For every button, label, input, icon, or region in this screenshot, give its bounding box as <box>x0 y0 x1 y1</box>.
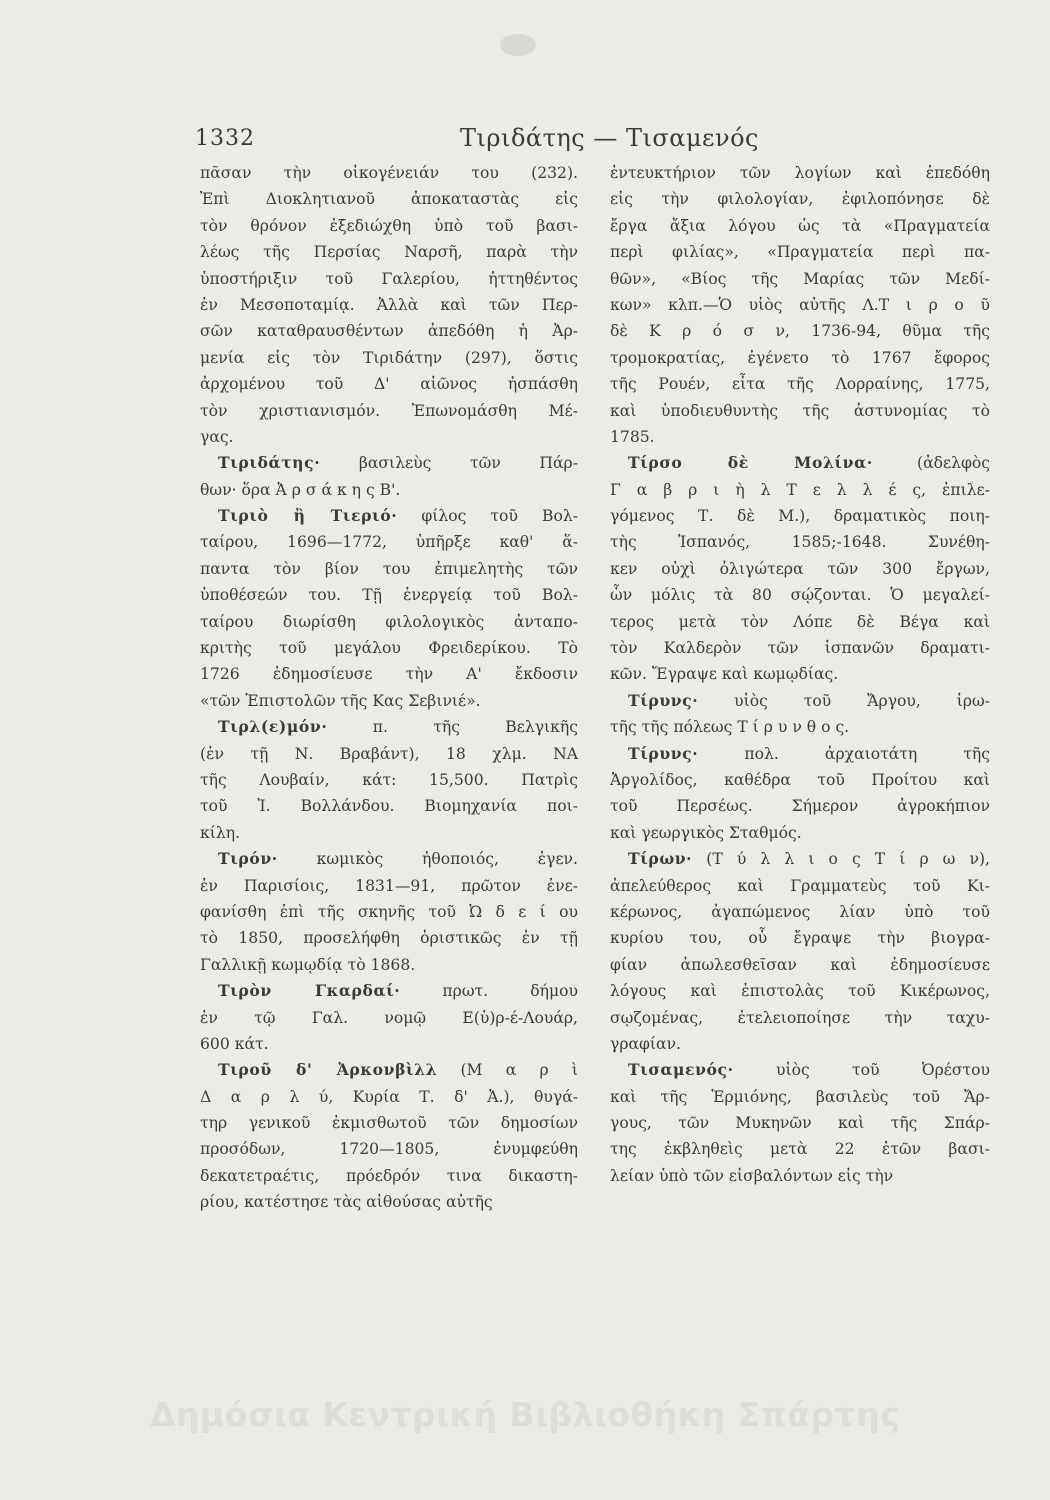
line-text: ταίρου, 1696—1772, ὑπῆρξε καθ' ἅ- <box>200 533 578 552</box>
text-line <box>610 556 990 582</box>
entry-headword: Τιριδάτης· <box>218 453 321 473</box>
text-line <box>610 846 990 872</box>
line-text: ἀρχομένου τοῦ Δ' αἰῶνος ἠσπάσθη <box>200 375 578 394</box>
text-line <box>200 1005 578 1031</box>
line-text: Δ α ρ λ ύ, Κυρία Τ. δ' Ἀ.), θυγά- <box>200 1087 578 1106</box>
text-line <box>610 1031 990 1057</box>
text-line <box>610 978 990 1004</box>
text-line <box>610 450 990 476</box>
text-line <box>200 741 578 767</box>
text-line <box>610 160 990 186</box>
text-line <box>200 661 578 687</box>
line-text: κίλη. <box>200 823 241 842</box>
text-line <box>200 529 578 555</box>
text-line <box>200 1163 578 1189</box>
text-line <box>610 661 990 687</box>
line-text: τῆς Ρουέν, εἶτα τῆς Λορραίνης, 1775, <box>610 375 990 394</box>
left-text-column <box>200 160 578 1216</box>
text-line <box>200 503 578 529</box>
line-text: κριτὴς τοῦ μεγάλου Φρειδερίκου. Τὸ <box>200 639 578 658</box>
line-text: τηρ γενικοῦ ἐκμισθωτοῦ τῶν δημοσίων <box>200 1114 578 1133</box>
text-line <box>200 688 578 714</box>
text-line <box>200 1084 578 1110</box>
paper-stain <box>500 34 536 56</box>
line-text: υἱὸς τοῦ Ὀρέστου <box>733 1061 990 1080</box>
line-text: ὑποστήριξιν τοῦ Γαλερίου, ἡττηθέντος <box>200 269 578 288</box>
text-line <box>610 239 990 265</box>
text-line <box>200 925 578 951</box>
text-line <box>610 688 990 714</box>
line-text: ὑποθέσεών του. Τῇ ἐνεργείᾳ τοῦ Βολ- <box>200 586 578 605</box>
text-line <box>200 318 578 344</box>
text-line <box>200 1110 578 1136</box>
line-text: λείαν ὑπὸ τῶν εἰσβαλόντων εἰς τὴν <box>610 1166 894 1185</box>
text-line <box>200 873 578 899</box>
line-text: γραφίαν. <box>610 1034 682 1053</box>
text-line <box>610 1084 990 1110</box>
line-text: τοῦ Ἰ. Βολλάνδου. Βιομηχανία ποι- <box>200 797 578 816</box>
line-text: τὸν χριστιανισμόν. Ἐπωνομάσθη Μέ- <box>200 401 578 420</box>
line-text: βασιλεὺς τῶν Πάρ- <box>320 454 578 473</box>
line-text: καὶ ὑποδιευθυντὴς τῆς ἀστυνομίας τὸ <box>610 401 990 420</box>
text-line <box>200 345 578 371</box>
line-text: γους, τῶν Μυκηνῶν καὶ τῆς Σπάρ- <box>610 1114 990 1133</box>
entry-headword: Τιρὸν Γκαρδαί· <box>218 981 401 1001</box>
line-text: ὧν μόλις τὰ 80 σῴζονται. Ὁ μεγαλεί- <box>610 586 990 605</box>
entry-headword: Τίρυνς· <box>628 690 699 710</box>
line-text: κωμικὸς ἠθοποιός, ἐγεν. <box>277 850 578 869</box>
line-text: θων· ὅρα Ἀ ρ σ ά κ η ς Β'. <box>200 480 401 499</box>
library-watermark: Δημόσια Κεντρική Βιβλιοθήκη Σπάρτης <box>149 1395 901 1434</box>
text-line <box>200 424 578 450</box>
text-line <box>200 714 578 740</box>
text-line <box>610 292 990 318</box>
line-text: μενία εἰς τὸν Τιριδάτην (297), ὅστις <box>200 348 578 367</box>
line-text: πᾶσαν τὴν οἰκογένειάν του (232). <box>200 164 578 182</box>
line-text: φίαν ἀπωλεσθεῖσαν καὶ ἐδημοσίευσε <box>610 955 990 974</box>
entry-headword: Τισαμενός· <box>628 1060 734 1080</box>
line-text: φίλος τοῦ Βολ- <box>397 507 578 526</box>
line-text: κέρωνος, ἀγαπώμενος λίαν ὑπὸ τοῦ <box>610 902 990 921</box>
text-line <box>610 529 990 555</box>
line-text: «τῶν Ἐπιστολῶν τῆς Κας Σεβινιέ». <box>200 691 481 710</box>
text-line <box>610 213 990 239</box>
text-line <box>610 1163 990 1189</box>
text-line <box>610 952 990 978</box>
line-text: ταίρου διωρίσθη φιλολογικὸς ἀνταπο- <box>200 612 578 631</box>
text-line <box>610 582 990 608</box>
text-line <box>200 1136 578 1162</box>
entry-headword: Τιριὸ ἢ Τιεριό· <box>218 506 398 526</box>
line-text: πολ. ἀρχαιοτάτη τῆς <box>698 744 990 763</box>
text-line <box>610 767 990 793</box>
text-line <box>200 1057 578 1083</box>
line-text: τὸν θρόνον ἐξεδιώχθη ὑπὸ τοῦ βασι- <box>200 216 578 235</box>
line-text: προσόδων, 1720—1805, ἐνυμφεύθη <box>200 1140 578 1159</box>
text-line <box>200 239 578 265</box>
text-line <box>200 160 578 186</box>
text-line <box>200 846 578 872</box>
line-text: ἐν Μεσοποταμίᾳ. Ἀλλὰ καὶ τῶν Περ- <box>200 295 578 314</box>
entry-headword: Τιρόν· <box>218 849 278 869</box>
line-text: ἐν τῷ Γαλ. νομῷ Ε(ὑ)ρ-έ-Λουάρ, <box>200 1008 578 1027</box>
entry-headword: Τίρσο δὲ Μολίνα· <box>628 453 873 473</box>
line-text: Γ α β ρ ι ὴ λ Τ ε λ λ έ ς, ἐπιλε- <box>610 480 990 499</box>
line-text: τὸν Καλδερὸν τῶν ἱσπανῶν δραματι- <box>610 639 990 658</box>
text-line <box>610 424 990 450</box>
text-line <box>610 503 990 529</box>
line-text: γόμενος Τ. δὲ Μ.), δραματικὸς ποιη- <box>610 507 990 526</box>
line-text: τοῦ Περσέως. Σήμερον ἀγροκήπιον <box>610 797 990 816</box>
text-line <box>610 186 990 212</box>
line-text: Ἀργολίδος, καθέδρα τοῦ Προίτου καὶ <box>610 770 990 789</box>
line-text: δεκατετραέτις, πρόεδρόν τινα δικαστη- <box>200 1166 578 1185</box>
line-text: ἀπελεύθερος καὶ Γραμματεὺς τοῦ Κι- <box>610 876 990 895</box>
text-line <box>200 398 578 424</box>
text-line <box>200 477 578 503</box>
line-text: λέως τῆς Περσίας Ναρσῆ, παρὰ τὴν <box>200 243 578 262</box>
line-text: ἐν Παρισίοις, 1831—91, πρῶτον ἐνε- <box>200 876 578 895</box>
entry-headword: Τίρυνς· <box>628 743 699 763</box>
line-text: λόγους καὶ ἐπιστολὰς τοῦ Κικέρωνος, <box>610 982 990 1001</box>
line-text: τρομοκρατίας, ἐγένετο τὸ 1767 ἔφορος <box>610 348 990 367</box>
right-text-column <box>610 160 990 1189</box>
line-text: τῆς Λουβαίν, κάτ: 15,500. Πατρὶς <box>200 770 578 789</box>
line-text: καὶ γεωργικὸς Σταθμός. <box>610 823 802 842</box>
text-line <box>200 820 578 846</box>
text-line <box>610 266 990 292</box>
line-text: της ἐκβληθεὶς μετὰ 22 ἐτῶν βασι- <box>610 1140 990 1159</box>
line-text: ρίου, κατέστησε τὰς αἰθούσας αὐτῆς <box>200 1193 493 1212</box>
line-text: παντα τὸν βίον του ἐπιμελητὴς τῶν <box>200 559 578 578</box>
text-line <box>200 450 578 476</box>
text-line <box>200 609 578 635</box>
text-line <box>610 1110 990 1136</box>
text-line <box>610 371 990 397</box>
line-text: δὲ Κ ρ ό σ ν, 1736-94, θῦμα τῆς <box>610 322 990 341</box>
line-text: (Μ α ρ ὶ <box>437 1061 578 1080</box>
line-text: Ἐπὶ Διοκλητιανοῦ ἀποκαταστὰς εἰς <box>200 190 578 209</box>
line-text: θῶν», «Βίος τῆς Μαρίας τῶν Μεδί- <box>610 269 990 288</box>
line-text: φανίσθη ἐπὶ τῆς σκηνῆς τοῦ Ὠ δ ε ί ου <box>200 902 578 921</box>
text-line <box>610 714 990 740</box>
line-text: 600 κάτ. <box>200 1034 269 1053</box>
page-header <box>195 118 840 158</box>
text-line <box>200 899 578 925</box>
line-text: τῆς τῆς πόλεως Τ ί ρ υ ν θ ο ς. <box>610 718 850 737</box>
text-line <box>610 318 990 344</box>
running-title: Τιριδάτης — Τισαμενός <box>460 124 759 152</box>
text-line <box>200 952 578 978</box>
text-line <box>200 556 578 582</box>
line-text: σῶν καταθραυσθέντων ἀπεδόθη ἡ Ἀρ- <box>200 322 578 341</box>
entry-headword: Τίρων· <box>628 849 693 869</box>
text-line <box>610 1136 990 1162</box>
line-text: τὸ 1850, προσελήφθη ὁριστικῶς ἐν τῇ <box>200 929 578 948</box>
text-line <box>200 767 578 793</box>
line-text: Γαλλικῇ κωμῳδίᾳ τὸ 1868. <box>200 955 416 974</box>
line-text: περὶ φιλίας», «Πραγματεία περὶ πα- <box>610 243 990 262</box>
line-text: 1785. <box>610 427 655 446</box>
line-text: πρωτ. δήμου <box>400 982 578 1001</box>
line-text: εἰς τὴν φιλολογίαν, ἐφιλοπόνησε δὲ <box>610 190 990 209</box>
text-line <box>610 1057 990 1083</box>
line-text: ἐντευκτήριον τῶν λογίων καὶ ἐπεδόθη <box>610 164 990 182</box>
entry-headword: Τιροῦ δ' Ἀρκονβὶλλ <box>218 1060 438 1080</box>
line-text: τὴς Ἱσπανός, 1585;-1648. Συνέθη- <box>610 533 990 552</box>
text-line <box>610 398 990 424</box>
text-line <box>200 266 578 292</box>
line-text: κυρίου του, οὗ ἔγραψε τὴν βιογρα- <box>610 929 990 948</box>
text-line <box>610 925 990 951</box>
text-line <box>610 741 990 767</box>
text-line <box>200 213 578 239</box>
text-line <box>200 371 578 397</box>
text-line <box>200 978 578 1004</box>
line-text: ἔργα ἄξια λόγου ὡς τὰ «Πραγματεία <box>610 216 990 235</box>
line-text: π. τῆς Βελγικῆς <box>327 718 578 737</box>
line-text: 1726 ἐδημοσίευσε τὴν Α' ἔκδοσιν <box>200 665 578 684</box>
line-text: (ἐν τῇ Ν. Βραβάντ), 18 χλμ. ΝΑ <box>200 744 578 763</box>
text-line <box>200 793 578 819</box>
text-line <box>610 345 990 371</box>
text-line <box>200 582 578 608</box>
line-text: (Τ ύ λ λ ι ο ς Τ ί ρ ω ν), <box>692 850 990 869</box>
line-text: (ἀδελφὸς <box>872 454 990 473</box>
line-text: γας. <box>200 427 234 446</box>
text-line <box>200 1031 578 1057</box>
text-line <box>200 1189 578 1215</box>
entry-headword: Τιρλ(ε)μόν· <box>218 717 328 737</box>
text-line <box>610 1005 990 1031</box>
text-line <box>610 899 990 925</box>
text-line <box>200 635 578 661</box>
text-line <box>610 609 990 635</box>
text-line <box>200 186 578 212</box>
line-text: κῶν. Ἔγραψε καὶ κωμῳδίας. <box>610 665 839 684</box>
page-number: 1332 <box>195 126 255 151</box>
line-text: καὶ τῆς Ἑρμιόνης, βασιλεὺς τοῦ Ἄρ- <box>610 1087 990 1106</box>
line-text: κων» κλπ.—Ὁ υἱὸς αὐτῆς Λ.Τ ι ρ ο ῦ <box>610 295 990 314</box>
text-line <box>610 793 990 819</box>
text-line <box>610 477 990 503</box>
text-line <box>200 292 578 318</box>
line-text: σῳζομένας, ἐτελειοποίησε τὴν ταχυ- <box>610 1008 990 1027</box>
line-text: τερος μετὰ τὸν Λόπε δὲ Βέγα καὶ <box>610 612 990 631</box>
text-line <box>610 635 990 661</box>
text-line <box>610 820 990 846</box>
line-text: υἱὸς τοῦ Ἄργου, ἱρω- <box>698 691 990 710</box>
text-line <box>610 873 990 899</box>
line-text: κεν οὐχὶ ὀλιγώτερα τῶν 300 ἔργων, <box>610 559 990 578</box>
